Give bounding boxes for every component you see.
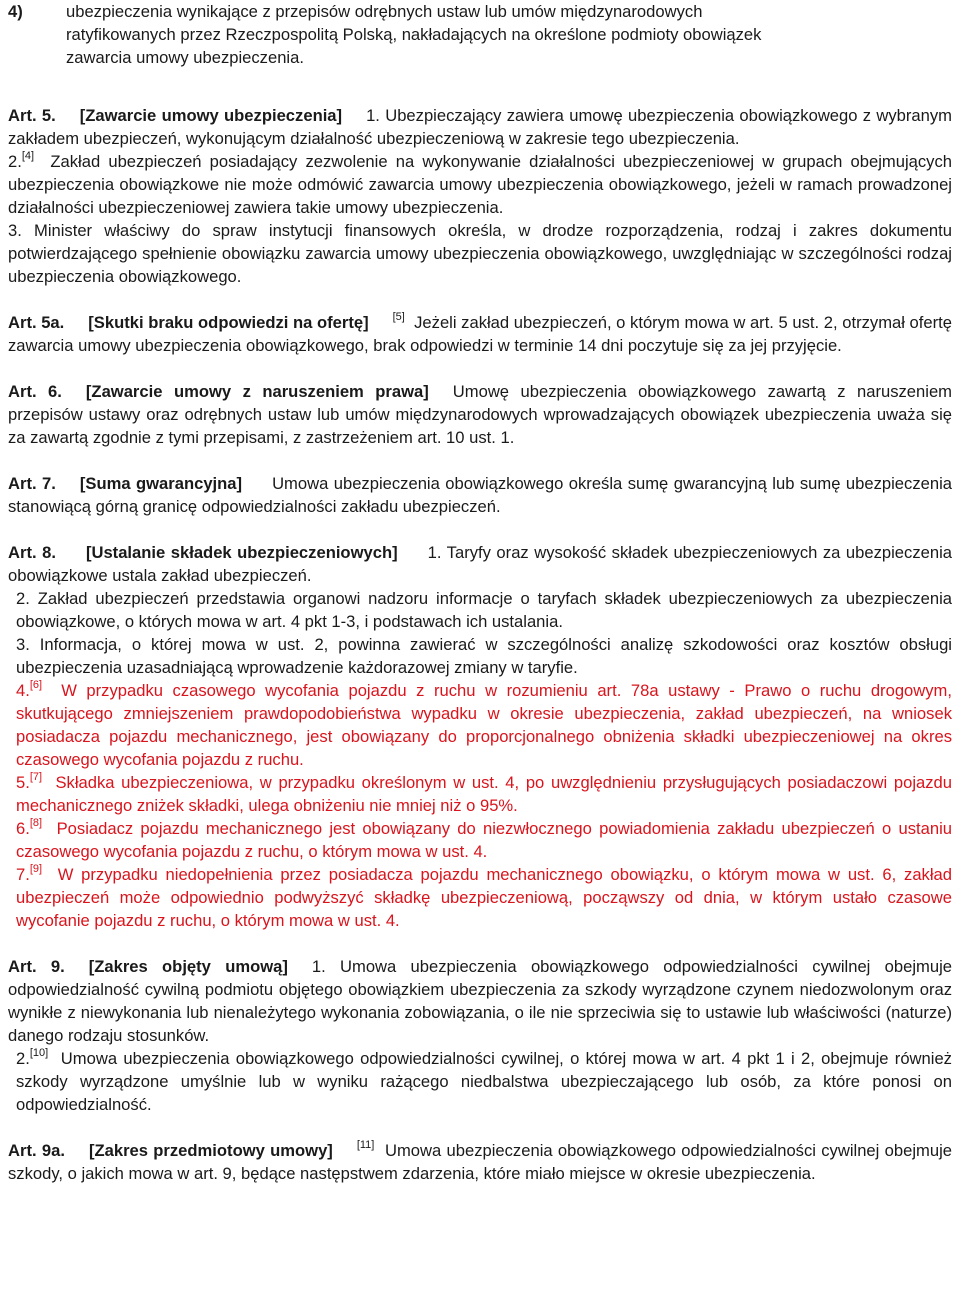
article-5-paragraph-3	[8, 219, 952, 288]
article-8-paragraph-7	[8, 863, 952, 932]
paragraph-number: 2.	[8, 152, 22, 171]
paragraph-number: 2.	[16, 1049, 30, 1068]
footnote-ref: [5]	[392, 311, 405, 323]
article-number: Art. 6.	[8, 382, 62, 401]
intro-line-1: ubezpieczenia wynikające z przepisów odrębnych ustaw lub umów międzynarodowych	[66, 2, 703, 21]
article-title: [Zakres przedmiotowy umowy]	[88, 1141, 333, 1160]
paragraph-number: 4.	[16, 681, 30, 700]
article-number: Art. 8.	[8, 543, 56, 562]
paragraph-text: 3. Informacja, o której mowa w ust. 2, powinna zawierać w szczególności analizę szkodowości oraz kosztów obsługi ubezpieczenia uzasadniającą wprowadzenie każdorazowej zmiany w taryfie.	[16, 635, 952, 677]
article-5a	[8, 311, 952, 357]
article-number: Art. 9.	[8, 957, 65, 976]
paragraph-text: Zakład ubezpieczeń posiadający zezwolenie na wykonywanie działalności ubezpieczeniowej w grupach obejmujących ubezpieczenia obowiązkowe nie może odmówić zawarcia umowy ubezpieczenia obowiązkowego, jeżeli w ramach prowadzonej działalności ubezpieczeniowej zawiera takie umowy ubezpieczenia.	[8, 152, 952, 217]
article-8	[8, 541, 952, 587]
article-title: [Suma gwarancyjna]	[79, 474, 243, 493]
article-title: [Zawarcie umowy ubezpieczenia]	[79, 106, 343, 125]
intro-line-2: ratyfikowanych przez Rzeczpospolitą Polską, nakładających na określone podmioty obowiązek	[66, 25, 762, 44]
paragraph-text: 3. Minister właściwy do spraw instytucji finansowych określa, w drodze rozporządzenia, rodzaj i zakres dokumentu potwierdzającego spełnienie obowiązku zawarcia umowy ubezpieczenia obowiązkowego, uwzględniając w szczególności rodzaj ubezpieczenia obowiązkowego.	[8, 221, 952, 286]
paragraph-number: 6.	[16, 819, 30, 838]
article-text: Umowę ubezpieczenia obowiązkowego zawartą z naruszeniem przepisów ustawy oraz odrębnych ustaw lub umów międzynarodowych wprowadzających obowiązek ubezpieczenia uważa się za zawartą zgodnie z tymi przepisami, z zastrzeżeniem art. 10 ust. 1.	[8, 382, 953, 447]
intro-item-4	[8, 0, 952, 69]
article-5	[8, 104, 952, 150]
article-number: Art. 9a.	[8, 1141, 65, 1160]
article-8-paragraph-3	[8, 633, 952, 679]
article-number: Art. 5a.	[8, 313, 65, 332]
article-8-paragraph-4	[8, 679, 952, 771]
item-number: 4)	[8, 2, 23, 21]
article-title: [Zawarcie umowy z naruszeniem prawa]	[85, 382, 429, 401]
paragraph-text: Umowa ubezpieczenia obowiązkowego odpowiedzialności cywilnej, o której mowa w art. 4 pkt 1 i 2, obejmuje również szkody wyrządzone umyślnie lub w wyniku rażącego niedbalstwa ubezpieczającego lub osób, za które ponosi on odpowiedzialność.	[16, 1049, 952, 1114]
footnote-ref: [8]	[29, 817, 43, 829]
article-title: [Skutki braku odpowiedzi na ofertę]	[88, 313, 369, 332]
article-8-paragraph-6	[8, 817, 952, 863]
paragraph-text: W przypadku czasowego wycofania pojazdu z ruchu w rozumieniu art. 78a ustawy - Prawo o ruchu drogowym, skutkującego zmniejszeniem prawdopodobieństwa wypadku w okresie ubezpieczenia, zakład ubezpieczeń, na wniosek posiadacza pojazdu mechanicznego, jest obowiązany do proporcjonalnego obniżenia składki ubezpieczeniowej na okres czasowego wycofania pojazdu z ruchu.	[16, 681, 952, 769]
article-number: Art. 7.	[8, 474, 56, 493]
paragraph-1: 1. Umowa ubezpieczenia obowiązkowego odpowiedzialności cywilnej obejmuje odpowiedzialność cywilną podmiotu objętego obowiązkiem ubezpieczenia za szkody wyrządzone czynem niedozwolonym oraz wynikłe z niewykonania lub nienależytego wykonania zobowiązania, o ile nie sprzeciwia się to ustawie lub właściwości (naturze) danego rodzaju stosunków.	[8, 957, 953, 1045]
paragraph-number: 7.	[16, 865, 30, 884]
footnote-ref: [4]	[21, 150, 35, 162]
article-9a	[8, 1139, 952, 1185]
paragraph-number: 5.	[16, 773, 30, 792]
paragraph-1: 1. Taryfy oraz wysokość składek ubezpieczeniowych za ubezpieczenia obowiązkowe ustala zakład ubezpieczeń.	[8, 543, 952, 585]
footnote-ref: [10]	[29, 1047, 49, 1059]
paragraph-1: 1. Ubezpieczający zawiera umowę ubezpieczenia obowiązkowego z wybranym zakładem ubezpieczeń, wykonującym działalność ubezpieczeniową w zakresie tego ubezpieczenia.	[8, 106, 952, 148]
article-title: [Zakres objęty umową]	[88, 957, 288, 976]
article-9-paragraph-2	[8, 1047, 952, 1116]
footnote-ref: [9]	[29, 863, 43, 875]
paragraph-text: W przypadku niedopełnienia przez posiadacza pojazdu mechanicznego obowiązku, o którym mowa w ust. 6, zakład ubezpieczeń może odpowiednio podwyższyć składkę ubezpieczeniową, począwszy od dnia, w którym ustało czasowe wycofanie pojazdu z ruchu, o którym mowa w ust. 4.	[16, 865, 952, 930]
article-9	[8, 955, 952, 1047]
paragraph-text: Składka ubezpieczeniowa, w przypadku określonym w ust. 4, po uwzględnieniu przysługujących posiadaczowi pojazdu mechanicznego zniżek składki, ulega obniżeniu nie mniej niż o 95%.	[16, 773, 952, 815]
article-number: Art. 5.	[8, 106, 56, 125]
article-8-paragraph-2	[8, 587, 952, 633]
footnote-ref: [7]	[29, 771, 43, 783]
article-6	[8, 380, 952, 449]
article-title: [Ustalanie składek ubezpieczeniowych]	[85, 543, 398, 562]
article-7	[8, 472, 952, 518]
article-text: Umowa ubezpieczenia obowiązkowego odpowiedzialności cywilnej obejmuje szkody, o jakich mowa w art. 9, będące następstwem zdarzenia, które miało miejsce w okresie ubezpieczenia.	[8, 1141, 952, 1183]
footnote-ref: [11]	[356, 1139, 375, 1151]
intro-line-3: zawarcia umowy ubezpieczenia.	[66, 48, 304, 67]
article-text: Jeżeli zakład ubezpieczeń, o którym mowa w art. 5 ust. 2, otrzymał ofertę zawarcia umowy ubezpieczenia obowiązkowego, brak odpowiedzi w terminie 14 dni poczytuje się za jej przyjęcie.	[8, 313, 952, 355]
article-8-paragraph-5	[8, 771, 952, 817]
footnote-ref: [6]	[29, 679, 43, 691]
paragraph-text: Posiadacz pojazdu mechanicznego jest obowiązany do niezwłocznego powiadomienia zakładu ubezpieczeń o ustaniu czasowego wycofania pojazdu z ruchu, o którym mowa w ust. 4.	[16, 819, 952, 861]
article-5-paragraph-2	[8, 150, 952, 219]
article-text: Umowa ubezpieczenia obowiązkowego określa sumę gwarancyjną lub sumę ubezpieczenia stanowiącą górną granicę odpowiedzialności zakładu ubezpieczeń.	[8, 474, 952, 516]
paragraph-text: 2. Zakład ubezpieczeń przedstawia organowi nadzoru informacje o taryfach składek ubezpieczeniowych za ubezpieczenia obowiązkowe, o których mowa w art. 4 pkt 1-3, i podstawach ich ustalania.	[16, 589, 952, 631]
